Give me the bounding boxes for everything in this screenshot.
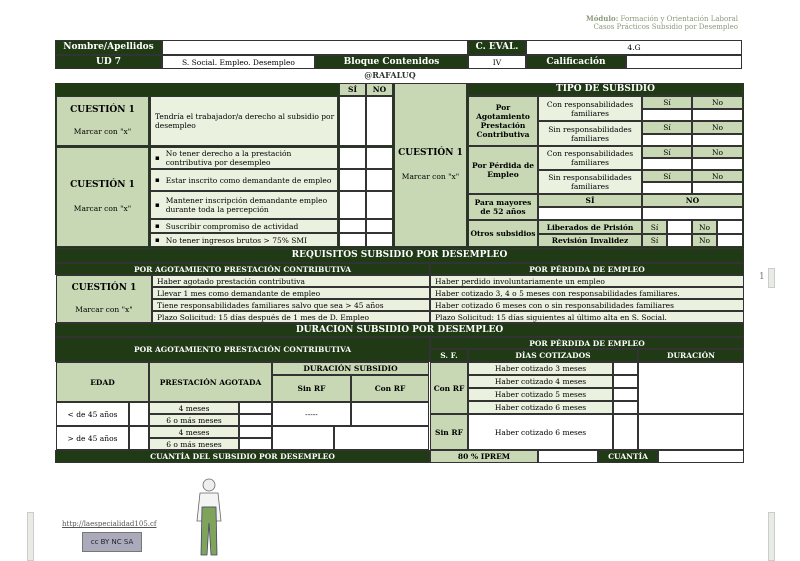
check-box[interactable]: [642, 158, 692, 170]
q1-si-box[interactable]: [339, 96, 366, 146]
duracion-header: DURACIÓN: [638, 349, 744, 362]
check-box[interactable]: [339, 169, 366, 191]
prest-4m: 4 meses: [149, 426, 239, 438]
ud-title: S. Social. Empleo. Desempleo: [162, 55, 315, 69]
si-label: Sí: [642, 121, 692, 134]
req-cuestion: [56, 275, 152, 323]
si-label: Sí: [642, 96, 692, 109]
no-label: No: [692, 96, 743, 109]
left-edge: [27, 512, 34, 561]
q1-marcar-b: Marcar con "x": [73, 204, 132, 213]
revision-label: Revisión Invalidez: [538, 234, 642, 247]
check-box[interactable]: [667, 220, 692, 234]
check-box[interactable]: [339, 147, 366, 169]
person-illustration: [192, 477, 226, 559]
iprem-value: 80 % IPREM: [430, 450, 538, 463]
req-right-item: Haber cotizado 3, 4 o 5 meses con responsabilidades familiares.: [430, 287, 744, 299]
req-marcar: Marcar con "x": [75, 305, 133, 314]
duracion-title: DURACIÓN SUBSIDIO POR DESEMPLEO: [55, 323, 744, 337]
page-number: 1: [759, 272, 765, 282]
sin-rf-dash: -----: [272, 402, 351, 426]
si-header: SÍ: [538, 194, 642, 207]
check-box[interactable]: [642, 207, 743, 220]
req-right-item: Haber cotizado 6 meses con o sin responsabilidades familiares: [430, 299, 744, 311]
author-handle: @RAFALUQ: [364, 69, 416, 80]
check-box[interactable]: [667, 234, 692, 247]
bloque-label: Bloque Contenidos: [315, 55, 468, 69]
sin-resp-label: Sin responsabilidades familiares: [538, 170, 642, 194]
requisitos-title: REQUISITOS SUBSIDIO POR DESEMPLEO: [55, 248, 744, 263]
no-label: No: [692, 220, 717, 234]
sin-rf-header: Sin RF: [272, 375, 351, 402]
req-right-title: POR PÉRDIDA DE EMPLEO: [430, 263, 744, 275]
no-label: No: [692, 146, 743, 158]
check-box[interactable]: [538, 207, 642, 220]
check-box[interactable]: [351, 402, 429, 426]
req-right-item: Haber perdido involuntariamente un empleo: [430, 275, 744, 287]
check-box[interactable]: [366, 147, 393, 169]
q1-no-box[interactable]: [366, 96, 393, 146]
req-left-item: Haber agotado prestación contributiva: [152, 275, 430, 287]
si-label: Sí: [642, 234, 667, 247]
prest-6m: 6 o más meses: [149, 438, 239, 450]
q1-marcar-c: Marcar con "x": [401, 172, 460, 181]
check-box[interactable]: [717, 234, 743, 247]
q1-cuestion-c-title: CUESTIÓN 1: [398, 148, 463, 158]
no-label: No: [692, 121, 743, 134]
prest-4m: 4 meses: [149, 402, 239, 414]
nombre-label: Nombre/Apellidos: [55, 40, 162, 55]
nombre-field[interactable]: [162, 40, 468, 55]
req-item: ▪ No tener derecho a la prestación contributiva por desempleo: [150, 147, 338, 169]
check-box[interactable]: [129, 402, 149, 426]
prestacion-header: PRESTACIÓN AGOTADA: [149, 362, 272, 402]
q1-marcar-a: Marcar con "x": [73, 127, 132, 136]
age-gt45: > de 45 años: [56, 426, 129, 450]
req-left-item: Tiene responsabilidades familiares salvo que sea > 45 años: [152, 299, 430, 311]
si-label: Sí: [642, 146, 692, 158]
check-box[interactable]: [692, 134, 743, 146]
dur-subsidio-header: DURACIÓN SUBSIDIO: [272, 362, 429, 375]
req-item: ▪ Mantener inscripción demandante empleo durante toda la percepción: [150, 191, 338, 219]
no-label: No: [692, 170, 743, 182]
q1-cuestion-b-title: CUESTIÓN 1: [70, 180, 135, 190]
con-rf-header: Con RF: [351, 375, 429, 402]
bloque-value: IV: [468, 55, 526, 69]
check-box[interactable]: [239, 438, 272, 450]
q1-si-header: SÍ: [339, 83, 366, 96]
cuantia-header: CUANTÍA: [598, 450, 658, 463]
check-box[interactable]: [239, 402, 272, 414]
req-item: ▪ Estar inscrito como demandante de empleo: [150, 169, 338, 191]
cot-row: Haber cotizado 4 meses: [468, 375, 613, 388]
cot-row: Haber cotizado 5 meses: [468, 388, 613, 401]
check-box[interactable]: [129, 426, 149, 450]
ceval-value: 4.G: [526, 40, 742, 55]
check-box[interactable]: [339, 191, 366, 219]
check-box[interactable]: [339, 219, 366, 233]
check-box[interactable]: [692, 158, 743, 170]
sin-rf-label: Sin RF: [430, 414, 468, 450]
dur-right-title: POR PÉRDIDA DE EMPLEO: [430, 337, 744, 349]
check-box[interactable]: [366, 219, 393, 233]
q1-no-header: NO: [366, 83, 393, 96]
check-box[interactable]: [272, 426, 334, 450]
req-left-title: POR AGOTAMIENTO PRESTACIÓN CONTRIBUTIVA: [55, 263, 430, 275]
age-lt45: < de 45 años: [56, 402, 129, 426]
dias-header: DÍAS COTIZADOS: [468, 349, 638, 362]
q1-cuestion-a-title: CUESTIÓN 1: [70, 105, 135, 115]
con-resp-label: Con responsabilidades familiares: [538, 96, 642, 121]
check-box[interactable]: [613, 375, 638, 388]
check-box[interactable]: [692, 109, 743, 121]
tipo-perdida: Por Pérdida de Empleo: [468, 146, 538, 194]
check-box[interactable]: [642, 182, 692, 194]
q1-cuestion-a: [56, 96, 149, 146]
req-cuestion-title: CUESTIÓN 1: [71, 283, 137, 293]
cot-row: Haber cotizado 6 meses: [468, 401, 613, 414]
no-label: No: [692, 234, 717, 247]
sheet-subtitle: Casos Prácticos Subsidio por Desempleo: [593, 23, 738, 31]
check-box[interactable]: [642, 109, 692, 121]
check-box[interactable]: [642, 134, 692, 146]
check-box[interactable]: [366, 191, 393, 219]
check-box[interactable]: [613, 414, 638, 450]
tipo-otros: Otros subsidios: [468, 220, 538, 247]
module-header: Módulo: Formación y Orientación Laboral: [585, 14, 738, 23]
req-item: ▪ No tener ingresos brutos > 75% SMI: [150, 233, 338, 247]
req-left-item: Plazo Solicitud: 15 días después de 1 mes de D. Empleo: [152, 311, 430, 323]
right-edge: [768, 268, 775, 288]
check-box[interactable]: [717, 220, 743, 234]
check-box[interactable]: [613, 362, 638, 375]
tipo-agot: Por Agotamiento Prestación Contributiva: [468, 96, 538, 146]
q1-cuestion-b: [56, 147, 149, 247]
duracion-field[interactable]: [638, 414, 744, 450]
tipo-mayores: Para mayores de 52 años: [468, 194, 538, 220]
check-box[interactable]: [613, 388, 638, 401]
check-box[interactable]: [613, 401, 638, 414]
duracion-field[interactable]: [638, 362, 744, 414]
cuantia-field[interactable]: [538, 450, 598, 463]
edad-header: EDAD: [56, 362, 149, 402]
prest-6m: 6 o más meses: [149, 414, 239, 426]
check-box[interactable]: [692, 182, 743, 194]
con-resp-label: Con responsabilidades familiares: [538, 146, 642, 170]
liberados-label: Liberados de Prisión: [538, 220, 642, 234]
footer-link[interactable]: http://laespecialidad105.cf: [62, 520, 157, 528]
cc-license-badge: cc BY NC SA: [82, 532, 142, 552]
calificacion-field[interactable]: [626, 55, 742, 69]
cot-sin: Haber cotizado 6 meses: [468, 414, 613, 450]
tipo-title: TIPO DE SUBSIDIO: [468, 83, 743, 96]
cot-row: Haber cotizado 3 meses: [468, 362, 613, 375]
dur-left-title: POR AGOTAMIENTO PRESTACIÓN CONTRIBUTIVA: [55, 337, 430, 362]
req-item: ▪ Suscribir compromiso de actividad: [150, 219, 338, 233]
right-edge: [768, 512, 775, 561]
req-right-item: Plazo Solicitud: 15 días siguientes al último alta en S. Social.: [430, 311, 744, 323]
si-label: Sí: [642, 170, 692, 182]
ceval-label: C. EVAL.: [468, 40, 526, 55]
q1-question: Tendría el trabajador/a derecho al subsidio por desempleo: [150, 96, 338, 146]
req-left-item: Llevar 1 mes como demandante de empleo: [152, 287, 430, 299]
check-box[interactable]: [339, 233, 366, 247]
calificacion-label: Calificación: [526, 55, 626, 69]
check-box[interactable]: [239, 426, 272, 438]
no-header: NO: [642, 194, 743, 207]
si-label: Sí: [642, 220, 667, 234]
sin-resp-label: Sin responsabilidades familiares: [538, 121, 642, 146]
sf-header: S. F.: [430, 349, 468, 362]
q1-cuestion-c: [394, 83, 467, 247]
check-box[interactable]: [366, 169, 393, 191]
cuantia-result[interactable]: [658, 450, 744, 463]
con-rf-label: Con RF: [430, 362, 468, 414]
check-box[interactable]: [366, 233, 393, 247]
check-box[interactable]: [334, 426, 429, 450]
cuantia-label: CUANTÍA DEL SUBSIDIO POR DESEMPLEO: [55, 450, 430, 463]
check-box[interactable]: [239, 414, 272, 426]
ud-label: UD 7: [55, 55, 162, 69]
